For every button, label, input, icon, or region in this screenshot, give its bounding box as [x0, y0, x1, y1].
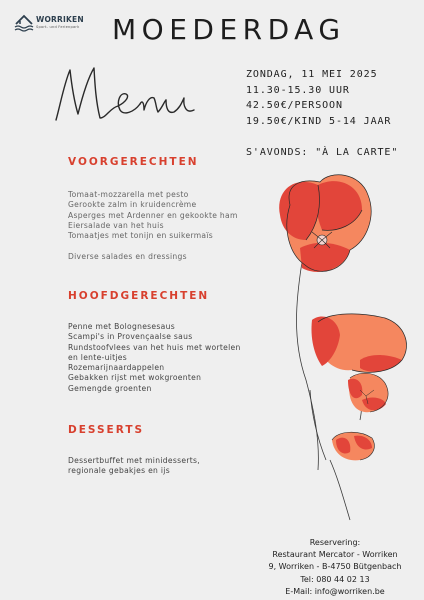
- event-info: [246, 67, 398, 161]
- list-item: regionale gebakjes en ijs: [68, 466, 170, 476]
- list-item: Rozemarijnaardappelen: [68, 363, 165, 373]
- reservation-info: [250, 537, 420, 598]
- list-item: Eiersalade van het huis: [68, 220, 164, 230]
- page-title: MOEDERDAG: [112, 13, 346, 46]
- list-item: Diverse salades en dressings: [68, 251, 187, 261]
- middle-poppy-icon: [311, 314, 406, 372]
- desserts-heading: DESSERTS: [68, 424, 145, 436]
- logo-tagline: Sport- und Ferienpark: [36, 25, 80, 29]
- list-item: Gerookte zalm in kruidencrème: [68, 200, 197, 210]
- list-item: Tomaat-mozzarella met pesto: [68, 190, 189, 199]
- list-item: Dessertbuffet met minidesserts,: [68, 456, 200, 465]
- list-item: Gemengde groenten: [68, 383, 152, 393]
- reservation-label: Reservering:: [309, 538, 361, 547]
- mains-list: [68, 322, 241, 394]
- reservation-venue: Restaurant Mercator - Worriken: [272, 550, 398, 560]
- small-poppy-icon: [348, 373, 388, 412]
- list-item: en lente-uitjes: [68, 352, 128, 362]
- evening-note: S'AVONDS: "À LA CARTE": [246, 147, 399, 158]
- logo-name: WORRIKEN: [36, 15, 84, 24]
- list-item: Gebakken rijst met wokgroenten: [68, 373, 202, 383]
- list-item: Asperges met Ardenner en gekookte ham: [68, 210, 238, 220]
- starters-list: [68, 190, 238, 262]
- list-item: Penne met Bolognesesaus: [68, 322, 175, 331]
- event-time: 11.30-15.30 UUR: [246, 84, 350, 96]
- large-poppy-icon: [279, 175, 371, 272]
- house-waves-logo-icon: [14, 12, 36, 34]
- list-item: Tomaatjes met tonijn en suikermaïs: [68, 231, 214, 241]
- mains-heading: HOOFDGERECHTEN: [68, 290, 210, 302]
- menu-script-heading: [48, 58, 208, 128]
- list-item: Scampi's in Provençaalse saus: [68, 332, 193, 342]
- starters-heading: VOORGERECHTEN: [68, 156, 199, 168]
- list-item: Rundstoofvlees van het huis met wortelen: [68, 342, 241, 352]
- poppy-bud-icon: [332, 432, 374, 460]
- reservation-email: E-Mail: info@worriken.be: [285, 586, 385, 596]
- price-child: 19.50€/KIND 5-14 JAAR: [246, 115, 392, 127]
- reservation-address: 9, Worriken - B-4750 Bütgenbach: [268, 562, 402, 572]
- price-adult: 42.50€/PERSOON: [246, 100, 343, 111]
- event-date: ZONDAG, 11 MEI 2025: [246, 69, 378, 80]
- logo: [14, 12, 84, 40]
- reservation-phone: Tel: 080 44 02 13: [300, 574, 370, 584]
- desserts-list: [68, 456, 200, 477]
